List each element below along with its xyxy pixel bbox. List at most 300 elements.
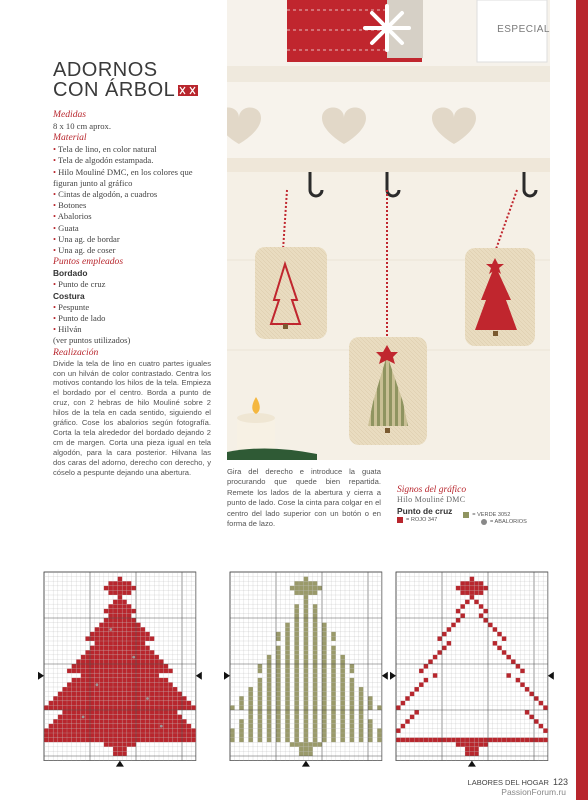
stitch-cell (58, 715, 63, 720)
stitch-cell (53, 705, 58, 710)
page-number: 123 (552, 777, 568, 787)
stitch-cell (285, 632, 290, 637)
stitch-cell (62, 710, 67, 715)
stitch-cell (308, 751, 313, 756)
stitch-cell (285, 655, 290, 660)
stitch-cell (368, 701, 373, 706)
stitch-cell (304, 590, 309, 595)
bead-dot (109, 628, 112, 631)
stitch-cell (304, 581, 309, 586)
legend-item-green: = VERDE 3052 (463, 506, 510, 523)
stitch-cell (177, 701, 182, 706)
stitch-cell (340, 687, 345, 692)
stitch-cell (331, 655, 336, 660)
stitch-cell (396, 705, 401, 710)
stitch-cell (285, 728, 290, 733)
stitch-cell (122, 747, 127, 752)
stitch-cell (377, 738, 382, 743)
stitch-cell (276, 655, 281, 660)
stitch-cell (424, 664, 429, 669)
stitch-cell (113, 696, 118, 701)
stitch-cell (141, 641, 146, 646)
stitch-cell (451, 623, 456, 628)
stitch-cell (479, 604, 484, 609)
stitch-cell (108, 678, 113, 683)
stitch-cell (95, 687, 100, 692)
stitch-cell (131, 586, 136, 591)
stitch-cell (67, 696, 72, 701)
stitch-cell (118, 577, 123, 582)
stitch-cell (258, 710, 263, 715)
stitch-cell (154, 692, 159, 697)
stitch-cell (95, 696, 100, 701)
stitch-cell (150, 655, 155, 660)
stitch-cell (99, 632, 104, 637)
stitch-cell (118, 664, 123, 669)
stitch-cell (276, 733, 281, 738)
stitch-cell (331, 705, 336, 710)
stitch-cell (154, 669, 159, 674)
stitch-cell (313, 673, 318, 678)
stitch-cell (122, 618, 127, 623)
stitch-cell (304, 669, 309, 674)
stitch-cell (58, 696, 63, 701)
stitch-cell (322, 696, 327, 701)
stitch-cell (350, 733, 355, 738)
stitch-cell (113, 618, 118, 623)
stitch-cell (322, 715, 327, 720)
stitch-cell (76, 664, 81, 669)
stitch-cell (437, 738, 442, 743)
stitch-cell (294, 650, 299, 655)
stitch-cell (131, 636, 136, 641)
stitch-cell (58, 701, 63, 706)
stitch-cell (294, 627, 299, 632)
stitch-cell (154, 687, 159, 692)
stitch-cell (304, 738, 309, 743)
stitch-cell (95, 641, 100, 646)
stitch-cell (136, 692, 141, 697)
stitch-cell (159, 733, 164, 738)
stitch-cell (377, 705, 382, 710)
stitch-cell (145, 705, 150, 710)
stitch-cell (141, 719, 146, 724)
stitch-cell (322, 705, 327, 710)
stitch-cell (108, 687, 113, 692)
stitch-cell (131, 627, 136, 632)
stitch-cell (230, 738, 235, 743)
stitch-cell (95, 664, 100, 669)
stitch-cell (150, 678, 155, 683)
stitch-cell (58, 738, 63, 743)
stitch-cell (230, 728, 235, 733)
stitch-cell (488, 738, 493, 743)
stitch-cell (340, 682, 345, 687)
stitch-cell (479, 581, 484, 586)
stitch-cell (104, 733, 109, 738)
list-item: • Tela de algodón estampada. (53, 155, 154, 166)
stitch-cell (294, 738, 299, 743)
stitch-cell (118, 728, 123, 733)
stitch-cell (131, 724, 136, 729)
stitch-cell (127, 627, 132, 632)
stitch-cell (276, 692, 281, 697)
stitch-cell (313, 715, 318, 720)
stitch-cell (322, 673, 327, 678)
stitch-cell (90, 655, 95, 660)
stitch-cell (525, 738, 530, 743)
stitch-cell (187, 701, 192, 706)
stitch-cell (122, 687, 127, 692)
stitch-cell (177, 738, 182, 743)
stitch-cell (141, 705, 146, 710)
stitch-cell (154, 705, 159, 710)
stitch-cell (85, 705, 90, 710)
stitch-cell (182, 719, 187, 724)
stitch-cell (150, 636, 155, 641)
stitch-cell (294, 728, 299, 733)
stitch-cell (131, 692, 136, 697)
stitch-cell (304, 747, 309, 752)
stitch-cell (118, 595, 123, 600)
stitch-cell (173, 692, 178, 697)
stitch-cell (113, 669, 118, 674)
stitch-cell (131, 696, 136, 701)
stitch-cell (173, 724, 178, 729)
stitch-cell (145, 678, 150, 683)
stitch-cell (104, 719, 109, 724)
stitch-cell (58, 724, 63, 729)
stitch-cell (470, 595, 475, 600)
stitch-cell (95, 738, 100, 743)
stitch-cell (488, 623, 493, 628)
stitch-cell (99, 636, 104, 641)
stitch-cell (433, 655, 438, 660)
stitch-cell (99, 738, 104, 743)
stitch-cell (72, 724, 77, 729)
stitch-cell (304, 655, 309, 660)
stitch-cell (239, 705, 244, 710)
stitch-cell (304, 673, 309, 678)
stitch-cell (113, 715, 118, 720)
stitch-cell (90, 719, 95, 724)
stitch-cell (304, 687, 309, 692)
stitch-cell (104, 682, 109, 687)
stitch-cell (85, 710, 90, 715)
stitch-cell (76, 738, 81, 743)
title-line-1: ADORNOS (53, 59, 158, 81)
stitch-cell (118, 687, 123, 692)
materials-list (53, 144, 211, 256)
stitch-cell (85, 669, 90, 674)
stitch-cell (377, 728, 382, 733)
stitch-cell (118, 613, 123, 618)
stitch-cell (127, 586, 132, 591)
watermark: PassionForum.ru (501, 787, 566, 797)
stitch-cell (359, 733, 364, 738)
stitch-cell (322, 719, 327, 724)
stitch-cell (502, 650, 507, 655)
stitch-cell (136, 705, 141, 710)
stitch-cell (483, 586, 488, 591)
stitch-cell (276, 710, 281, 715)
stitch-cell (95, 646, 100, 651)
stitch-cell (127, 590, 132, 595)
bead-dot (160, 725, 163, 728)
stitch-cell (95, 733, 100, 738)
stitch-cell (141, 655, 146, 660)
stitch-cell (49, 701, 54, 706)
stitch-cell (95, 632, 100, 637)
stitch-cell (331, 715, 336, 720)
stitch-cell (529, 738, 534, 743)
stitch-cell (131, 618, 136, 623)
bead-dot (96, 683, 99, 686)
stitch-cell (76, 682, 81, 687)
stitch-cell (285, 696, 290, 701)
stitch-cell (479, 586, 484, 591)
stitch-cell (67, 682, 72, 687)
stitch-cell (76, 719, 81, 724)
stitch-cell (470, 586, 475, 591)
legend-item-red: = ROJO 347 (397, 517, 437, 523)
stitch-cell (465, 742, 470, 747)
stitch-cell (483, 742, 488, 747)
list-item: • Tela de lino, en color natural (53, 144, 157, 155)
stitch-cell (118, 738, 123, 743)
stitch-cell (99, 664, 104, 669)
stitch-cell (276, 673, 281, 678)
stitch-cell (136, 738, 141, 743)
stitch-cell (122, 696, 127, 701)
stitch-cell (276, 724, 281, 729)
stitch-cell (127, 728, 132, 733)
stitch-cell (460, 738, 465, 743)
title-line-2: CON ÁRBOL (53, 79, 176, 101)
stitch-cell (113, 586, 118, 591)
stitch-cell (428, 659, 433, 664)
stitch-cell (136, 682, 141, 687)
measurements-heading: Medidas (53, 109, 87, 120)
stitch-cell (276, 719, 281, 724)
stitch-cell (405, 738, 410, 743)
stitch-cell (145, 692, 150, 697)
stitch-cell (285, 715, 290, 720)
stitch-cell (131, 673, 136, 678)
stitch-cell (299, 590, 304, 595)
stitch-cell (331, 659, 336, 664)
stitch-cell (173, 687, 178, 692)
stitch-cell (81, 682, 86, 687)
stitch-cell (520, 669, 525, 674)
stitch-cell (76, 678, 81, 683)
stitch-cell (465, 738, 470, 743)
stitch-cell (104, 623, 109, 628)
stitch-cell (131, 733, 136, 738)
photo-illustration (227, 0, 550, 460)
stitch-cell (104, 632, 109, 637)
stitch-cell (424, 738, 429, 743)
stitch-cell (159, 696, 164, 701)
stitch-cell (168, 705, 173, 710)
stitch-cell (529, 715, 534, 720)
stitch-cell (76, 724, 81, 729)
stitch-cell (294, 715, 299, 720)
stitch-cell (248, 710, 253, 715)
stitch-cell (258, 715, 263, 720)
stitch-cell (331, 682, 336, 687)
stitch-cell (95, 636, 100, 641)
stitch-cell (479, 590, 484, 595)
stitch-cell (299, 581, 304, 586)
stitch-cell (122, 609, 127, 614)
stitch-cell (331, 733, 336, 738)
stitch-cell (62, 715, 67, 720)
stitch-cell (322, 636, 327, 641)
stitch-cell (294, 669, 299, 674)
method-heading: Realización (53, 346, 99, 358)
stitch-cell (72, 687, 77, 692)
stitch-cell (285, 682, 290, 687)
stitch-cell (85, 733, 90, 738)
stitch-cell (506, 673, 511, 678)
stitch-cell (177, 733, 182, 738)
stitch-cell (113, 733, 118, 738)
stitch-cell (108, 604, 113, 609)
stitch-cell (313, 641, 318, 646)
stitch-cell (136, 650, 141, 655)
stitch-cell (285, 659, 290, 664)
stitch-cell (127, 719, 132, 724)
stitch-cell (258, 728, 263, 733)
stitch-cell (359, 705, 364, 710)
stitch-cell (317, 586, 322, 591)
stitch-cell (285, 733, 290, 738)
stitch-cell (131, 664, 136, 669)
green-swatch-icon (463, 512, 469, 518)
stitch-cell (85, 636, 90, 641)
stitch-cell (308, 581, 313, 586)
stitch-cell (67, 687, 72, 692)
stitch-cell (85, 728, 90, 733)
stitch-cell (113, 678, 118, 683)
stitch-cell (313, 581, 318, 586)
stitch-cell (90, 710, 95, 715)
stitch-cell (340, 738, 345, 743)
stitch-cell (350, 728, 355, 733)
stitch-cell (460, 613, 465, 618)
stitch-cell (248, 728, 253, 733)
stitch-cell (502, 738, 507, 743)
stitch-cell (331, 738, 336, 743)
stitch-cell (258, 669, 263, 674)
stitch-cell (285, 646, 290, 651)
stitch-cell (294, 613, 299, 618)
stitch-cell (164, 724, 169, 729)
stitch-cell (118, 650, 123, 655)
stitch-cell (294, 618, 299, 623)
stitch-cell (136, 623, 141, 628)
stitch-cell (104, 646, 109, 651)
stitch-cell (294, 701, 299, 706)
stitch-cell (350, 705, 355, 710)
stitch-cell (248, 687, 253, 692)
stitch-cell (113, 636, 118, 641)
stitch-cell (118, 747, 123, 752)
stitch-cell (294, 646, 299, 651)
stitch-cell (322, 724, 327, 729)
stitch-cell (276, 705, 281, 710)
stitch-cell (465, 751, 470, 756)
red-swatch-icon (397, 517, 403, 523)
stitch-cell (428, 738, 433, 743)
stitch-cell (95, 701, 100, 706)
stitch-cell (294, 590, 299, 595)
stitch-cell (104, 692, 109, 697)
stitch-cell (62, 692, 67, 697)
stitch-cell (460, 590, 465, 595)
stitch-cell (285, 701, 290, 706)
stitch-cell (474, 586, 479, 591)
stitch-cell (99, 692, 104, 697)
stitch-cell (294, 719, 299, 724)
stitch-cell (154, 696, 159, 701)
stitch-cell (258, 682, 263, 687)
measurements-value: 8 x 10 cm aprox. (53, 121, 111, 131)
stitch-cell (141, 733, 146, 738)
stitch-cell (127, 650, 132, 655)
stitch-cell (122, 650, 127, 655)
stitch-cell (95, 705, 100, 710)
stitch-cell (248, 701, 253, 706)
stitch-cell (159, 719, 164, 724)
stitch-cell (276, 650, 281, 655)
stitch-cell (136, 659, 141, 664)
stitch-cell (294, 636, 299, 641)
stitch-cell (122, 581, 127, 586)
stitch-cell (113, 724, 118, 729)
stitch-cell (67, 701, 72, 706)
stitch-cell (127, 664, 132, 669)
stitch-cell (118, 618, 123, 623)
stitch-cell (67, 738, 72, 743)
list-item: • Cintas de algodón, a cuadros (53, 189, 158, 200)
stitch-cell (131, 646, 136, 651)
stitch-cell (127, 673, 132, 678)
stitch-cell (81, 678, 86, 683)
stitch-cell (285, 705, 290, 710)
stitch-cell (127, 701, 132, 706)
stitch-cell (479, 613, 484, 618)
bead-dot (132, 656, 135, 659)
stitch-cell (67, 719, 72, 724)
center-arrow-bottom (302, 761, 310, 767)
stitch-cell (150, 733, 155, 738)
stitch-cell (141, 673, 146, 678)
legend-item-beads: = ABALORIOS (481, 519, 547, 525)
stitch-cell (539, 701, 544, 706)
stitch-cell (118, 669, 123, 674)
stitch-cell (118, 627, 123, 632)
chart-striped-green-tree (224, 566, 389, 784)
stitch-cell (67, 705, 72, 710)
stitch-cell (136, 627, 141, 632)
stitch-cell (304, 710, 309, 715)
stitch-cell (164, 728, 169, 733)
stitch-cell (304, 586, 309, 591)
stitch-cell (447, 738, 452, 743)
stitch-cell (90, 632, 95, 637)
